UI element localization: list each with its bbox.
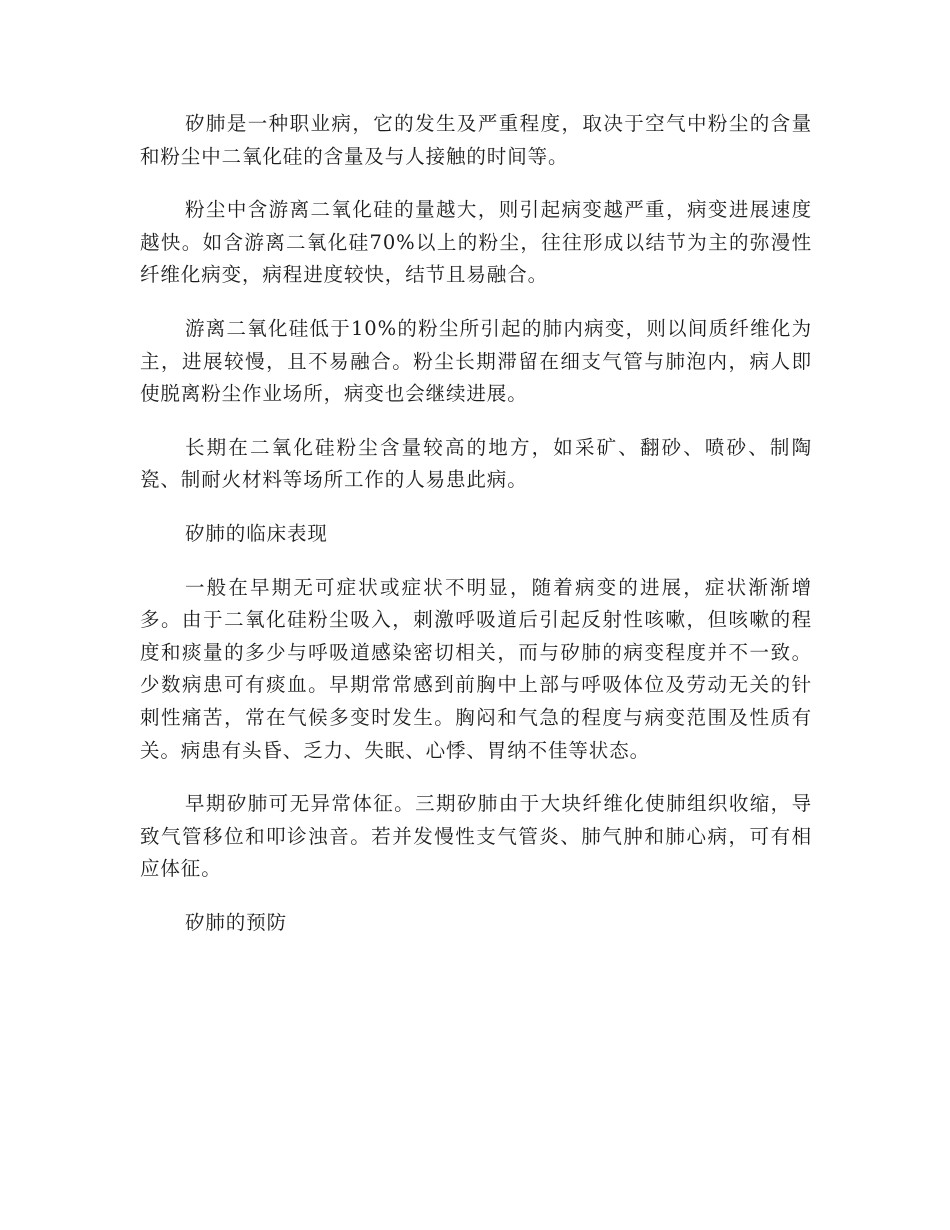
section-heading-clinical-manifestations: 矽肺的临床表现 [185, 521, 328, 545]
document-body [140, 108, 812, 960]
section-heading-prevention: 矽肺的预防 [185, 910, 288, 934]
paragraph-symptoms: 一般在早期无可症状或症状不明显，随着病变的进展，症状渐渐增多。由于二氧化硅粉尘吸入，刺激呼吸道后引起反射性咳嗽，但咳嗽的程度和痰量的多少与呼吸道感染密切相关，而与矽肺的病变程度并不一致。少数病患可有痰血。早期常常感到前胸中上部与呼吸体位及劳动无关的针刺性痛苦，常在气候多变时发生。胸闷和气急的程度与病变范围及性质有关。病患有头昏、乏力、失眠、心悸、胃纳不佳等状态。 [140, 575, 812, 762]
paragraph-physical-signs: 早期矽肺可无异常体征。三期矽肺由于大块纤维化使肺组织收缩，导致气管移位和叩诊浊音。若并发慢性支气管炎、肺气肿和肺心病，可有相应体征。 [140, 792, 812, 881]
paragraph-free-silica-low: 游离二氧化硅低于10%的粉尘所引起的肺内病变，则以间质纤维化为主，进展较慢，且不易融合。粉尘长期滞留在细支气管与肺泡内，病人即使脱离粉尘作业场所，病变也会继续进展。 [140, 316, 812, 406]
paragraph-free-silica-high: 粉尘中含游离二氧化硅的量越大，则引起病变越严重，病变进展速度越快。如含游离二氧化硅70%以上的粉尘，往往形成以结节为主的弥漫性纤维化病变，病程进度较快，结节且易融合。 [140, 198, 812, 287]
paragraph-high-risk-workplaces: 长期在二氧化硅粉尘含量较高的地方，如采矿、翻砂、喷砂、制陶瓷、制耐火材料等场所工作的人易患此病。 [140, 435, 812, 492]
paragraph-silicosis-intro: 矽肺是一种职业病，它的发生及严重程度，取决于空气中粉尘的含量和粉尘中二氧化硅的含量及与人接触的时间等。 [140, 112, 812, 168]
